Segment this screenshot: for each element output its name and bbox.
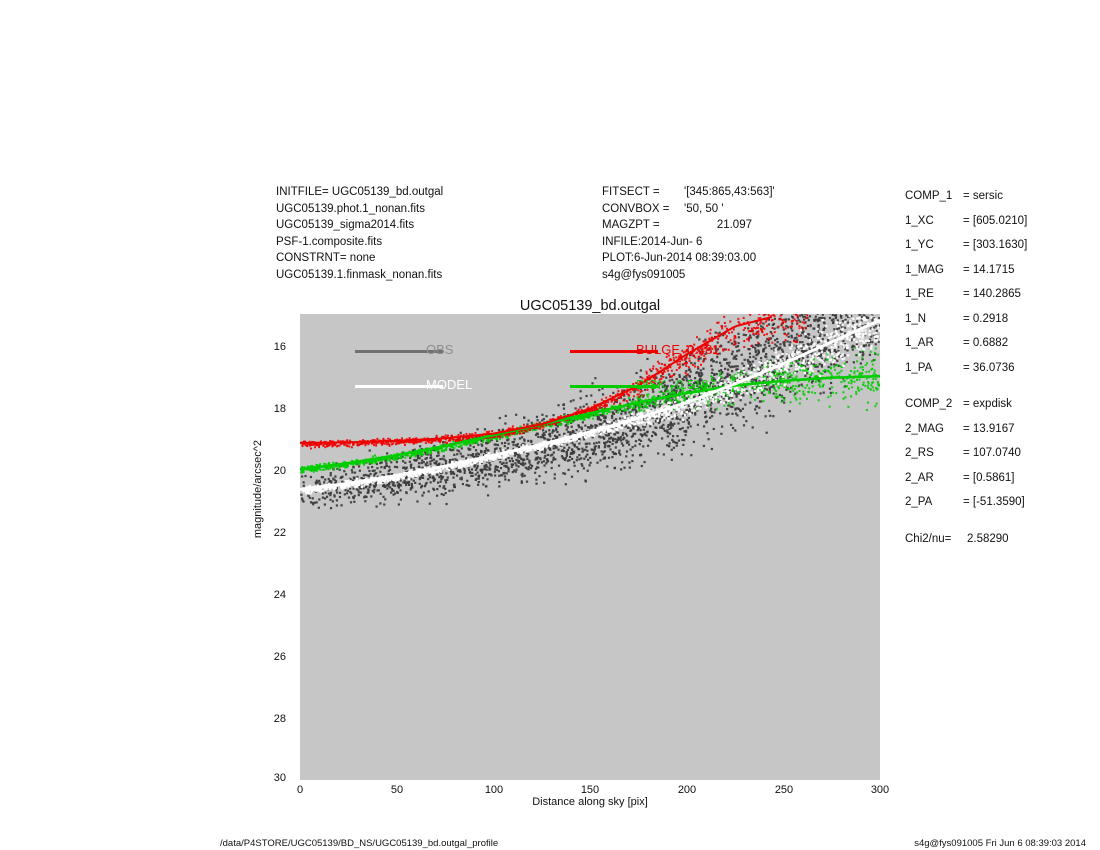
param-row	[905, 362, 1027, 374]
legend-value-disk: 0.519	[676, 377, 709, 392]
param-value: = expdisk	[963, 398, 1012, 410]
header-value: 2014-Jun- 6	[640, 235, 703, 248]
x-tick-label: 250	[774, 784, 794, 796]
param-value: = [-51.3590]	[963, 496, 1025, 508]
param-row	[905, 190, 1027, 202]
header-value: '50, 50 '	[684, 202, 724, 215]
legend-label-bulge: BULGE	[636, 342, 681, 357]
param-key: Chi2/nu=	[905, 532, 952, 545]
legend-label-obs: OBS	[426, 342, 454, 357]
x-tick-label: 150	[580, 784, 600, 796]
header-line: INITFILE= UGC05139_bd.outgal	[276, 186, 444, 198]
y-tick-label: 28	[273, 713, 286, 725]
x-axis-label: Distance along sky [pix]	[532, 796, 648, 808]
header-line: UGC05139_sigma2014.fits	[276, 219, 415, 231]
param-spacer	[905, 386, 1027, 398]
param-value: = [303.1630]	[963, 239, 1028, 251]
x-tick-label: 100	[484, 784, 504, 796]
param-value: 2.58290	[967, 532, 1009, 545]
header-value: 6-Jun-2014 08:39:03.00	[633, 252, 757, 264]
header-line: UGC05139.phot.1_nonan.fits	[276, 202, 425, 215]
param-key: 1_YC	[905, 239, 934, 251]
y-tick-label: 18	[273, 403, 286, 415]
header-line: UGC05139.1.finmask_nonan.fits	[276, 268, 443, 281]
param-key: 1_XC	[905, 214, 934, 227]
param-row	[905, 264, 1027, 276]
header-initfile-block	[276, 184, 443, 283]
header-row	[602, 201, 775, 218]
header-row	[602, 234, 775, 251]
header-value: '[345:865,43:563]'	[684, 186, 775, 198]
param-key: 2_MAG	[905, 422, 944, 435]
param-row	[905, 215, 1027, 227]
y-tick-label: 30	[273, 772, 286, 784]
param-row	[905, 398, 1027, 410]
param-value: = 0.2918	[963, 312, 1009, 325]
x-tick-label: 0	[296, 784, 304, 796]
param-row	[905, 239, 1027, 251]
param-key: 1_MAG	[905, 263, 944, 276]
param-value: = sersic	[963, 190, 1003, 202]
fit-parameters-panel	[905, 190, 1027, 557]
header-value: 21.097	[716, 219, 752, 231]
param-key: 1_AR	[905, 337, 934, 349]
param-value: = [605.0210]	[963, 214, 1028, 227]
header-key: PLOT:	[602, 252, 634, 264]
y-axis-label: magnitude/arcsec^2	[252, 440, 264, 539]
param-value: = 0.6882	[963, 337, 1009, 349]
y-tick-label: 20	[273, 465, 286, 477]
header-row	[602, 217, 775, 234]
param-row	[905, 447, 1027, 459]
header-row	[602, 250, 775, 267]
header-row	[602, 184, 775, 201]
y-tick-label: 22	[273, 527, 286, 539]
param-value: = [0.5861]	[963, 471, 1015, 484]
plot-title: UGC05139_bd.outgal	[519, 298, 661, 314]
param-row	[905, 313, 1027, 325]
param-key: COMP_2	[905, 398, 953, 410]
param-value: = 13.9167	[963, 422, 1015, 435]
footer-timestamp: s4g@fys091005 Fri Jun 6 08:39:03 2014	[914, 838, 1086, 849]
param-row	[905, 496, 1027, 508]
param-value: = 14.1715	[963, 263, 1015, 276]
y-tick-label: 24	[273, 589, 286, 601]
footer-path: /data/P4STORE/UGC05139/BD_NS/UGC05139_bd.outgal_profile	[220, 838, 499, 849]
y-tick-label: 26	[273, 651, 286, 663]
x-tick-label: 300	[870, 784, 890, 796]
plot-area	[300, 314, 880, 780]
x-tick-label: 50	[390, 784, 404, 796]
param-row-chi2	[905, 533, 1027, 545]
param-key: COMP_1	[905, 190, 953, 202]
param-value: = 140.2865	[963, 288, 1021, 300]
param-row	[905, 288, 1027, 300]
param-spacer	[905, 521, 1027, 533]
header-line: CONSTRNT= none	[276, 252, 376, 264]
param-key: 2_PA	[905, 496, 933, 508]
header-key: INFILE:	[602, 235, 641, 248]
header-user: s4g@fys091005	[602, 268, 686, 281]
param-value: = 36.0736	[963, 361, 1015, 374]
header-line: PSF-1.composite.fits	[276, 235, 383, 248]
header-fit-block	[602, 184, 775, 283]
param-value: = 107.0740	[963, 447, 1021, 459]
param-row	[905, 337, 1027, 349]
header-key: CONVBOX =	[602, 202, 670, 215]
param-key: 2_AR	[905, 471, 934, 484]
legend-label-model: MODEL	[426, 377, 473, 392]
param-key: 1_N	[905, 312, 927, 325]
header-row	[602, 267, 775, 284]
header-key: FITSECT =	[602, 186, 660, 198]
param-key: 2_RS	[905, 447, 934, 459]
header-key: MAGZPT =	[602, 219, 660, 231]
legend-value-bulge: 0.481	[687, 342, 720, 357]
param-key: 1_PA	[905, 361, 933, 374]
param-key: 1_RE	[905, 288, 934, 300]
param-row	[905, 423, 1027, 435]
legend-label-disk: DISK	[636, 377, 667, 392]
x-tick-label: 200	[677, 784, 697, 796]
y-tick-label: 16	[273, 341, 286, 353]
param-row	[905, 472, 1027, 484]
